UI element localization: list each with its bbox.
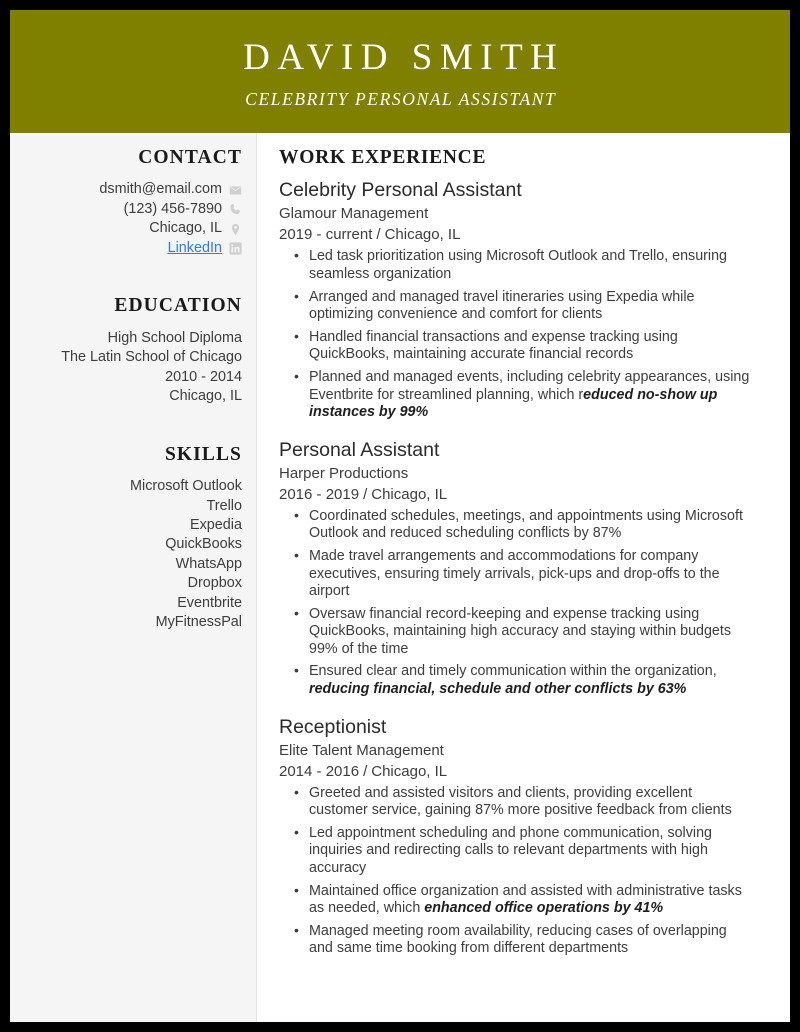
- skill-item: Dropbox: [187, 575, 242, 592]
- education-school: The Latin School of Chicago: [61, 349, 242, 366]
- resume-body: [10, 133, 790, 1022]
- job-meta-separator: /: [363, 762, 368, 780]
- job-location: Chicago, IL: [384, 226, 461, 244]
- bullet-highlight: educed no-show up instances by 99%: [309, 386, 718, 421]
- bullet-text: Managed meeting room availability, reducing cases of overlapping and same time booking from different departments: [309, 922, 727, 957]
- job-meta: [279, 761, 754, 782]
- job-bullet: [309, 329, 754, 364]
- sidebar: [10, 133, 257, 1022]
- skill-item: WhatsApp: [175, 555, 242, 572]
- location-pin-icon: [229, 223, 242, 236]
- linkedin-icon: [229, 242, 242, 255]
- envelope-icon: [229, 184, 242, 197]
- work-experience-heading: WORK EXPERIENCE: [279, 147, 487, 168]
- main-column: [257, 133, 790, 1022]
- skill-item: Microsoft Outlook: [130, 478, 242, 495]
- job-bullet: [309, 248, 754, 283]
- education-dates: 2010 - 2014: [165, 368, 242, 385]
- bullet-text: Maintained office organization and assisted with administrative tasks as needed, which: [309, 882, 742, 917]
- header-subtitle: CELEBRITY PERSONAL ASSISTANT: [245, 89, 557, 110]
- bullet-text: Made travel arrangements and accommodations for company executives, ensuring timely arrivals, pick-ups and drop-offs to the airport: [309, 547, 720, 600]
- skill-item: QuickBooks: [165, 536, 242, 553]
- job-meta: [279, 224, 754, 245]
- bullet-text: Arranged and managed travel itineraries using Expedia while optimizing convenience and comfort for clients: [309, 288, 695, 323]
- bullet-highlight: reducing financial, schedule and other conflicts by 63%: [309, 681, 687, 698]
- phone-icon: [229, 203, 242, 216]
- job-dates: 2016 - 2019: [279, 485, 360, 503]
- skill-item: Trello: [206, 497, 242, 514]
- contact-item-label: (123) 456-7890: [123, 200, 222, 217]
- job-title: Celebrity Personal Assistant: [279, 179, 522, 202]
- bullet-highlight: enhanced office operations by 41%: [424, 900, 664, 917]
- job-bullet: [309, 923, 754, 958]
- skill-item: Expedia: [189, 516, 242, 533]
- job-meta: [279, 484, 754, 505]
- job-bullet-list: [279, 248, 754, 421]
- job-meta-separator: /: [363, 485, 368, 503]
- bullet-text: Led task prioritization using Microsoft Outlook and Trello, ensuring seamless organization: [309, 248, 727, 282]
- job-entry: [279, 715, 754, 958]
- job-bullet: [309, 883, 754, 918]
- resume-header: [10, 10, 790, 133]
- contact-item-4[interactable]: [20, 239, 242, 259]
- education-location: Chicago, IL: [169, 388, 242, 405]
- skill-item: Eventbrite: [177, 594, 242, 611]
- job-company: Harper Productions: [279, 464, 409, 482]
- job-bullet: [309, 825, 754, 878]
- skill-item: MyFitnessPal: [155, 614, 242, 631]
- skills-list: [20, 477, 242, 632]
- contact-item-2: [20, 200, 242, 220]
- job-entry: [279, 178, 754, 421]
- contact-item-3: [20, 219, 242, 239]
- bullet-text: Oversaw financial record-keeping and expense tracking using QuickBooks, maintaining high accuracy and staying within budgets 99% of the time: [309, 605, 731, 657]
- bullet-text: Coordinated schedules, meetings, and appointments using Microsoft Outlook and reduced scheduling conflicts by 87%: [309, 507, 743, 542]
- education-heading: EDUCATION: [114, 295, 242, 317]
- contact-item-label: Chicago, IL: [149, 220, 222, 237]
- job-company: Glamour Management: [279, 205, 429, 223]
- job-title: Receptionist: [279, 715, 387, 738]
- job-bullet: [309, 369, 754, 422]
- job-bullet: [309, 508, 754, 543]
- job-dates: 2014 - 2016: [279, 762, 360, 780]
- education-degree: High School Diploma: [107, 329, 242, 346]
- bullet-text: Greeted and assisted visitors and clients, providing excellent customer service, gaining 87% more positive feedback from clients: [309, 784, 732, 819]
- job-dates: 2019 - current: [279, 226, 373, 244]
- bullet-text: Ensured clear and timely communication within the organization,: [309, 663, 717, 680]
- job-location: Chicago, IL: [371, 762, 448, 780]
- bullet-text: Planned and managed events, including celebrity appearances, using Eventbrite for streamlined planning, which r: [309, 368, 750, 403]
- contact-item-1: [20, 180, 242, 200]
- contact-item-label[interactable]: LinkedIn: [167, 239, 222, 256]
- job-bullet: [309, 785, 754, 820]
- contact-list: [20, 180, 242, 258]
- resume-page: [10, 10, 790, 1022]
- job-entry: [279, 438, 754, 699]
- job-bullet: [309, 606, 754, 659]
- job-bullet: [309, 548, 754, 601]
- contact-heading: CONTACT: [138, 147, 242, 168]
- job-bullet-list: [279, 785, 754, 958]
- job-location: Chicago, IL: [371, 485, 448, 503]
- job-bullet: [309, 663, 754, 698]
- page-title: DAVID SMITH: [243, 36, 565, 78]
- job-meta-separator: /: [376, 226, 381, 244]
- contact-item-label: dsmith@email.com: [99, 181, 222, 198]
- job-company: Elite Talent Management: [279, 741, 444, 759]
- jobs-list: [279, 178, 754, 958]
- job-bullet-list: [279, 508, 754, 699]
- bullet-text: Handled financial transactions and expense tracking using QuickBooks, maintaining accurate financial records: [309, 328, 678, 363]
- skills-heading: SKILLS: [164, 443, 242, 465]
- bullet-text: Led appointment scheduling and phone communication, solving inquiries and redirecting calls to relevant departments with high accuracy: [309, 824, 712, 877]
- job-bullet: [309, 289, 754, 324]
- job-title: Personal Assistant: [279, 438, 440, 461]
